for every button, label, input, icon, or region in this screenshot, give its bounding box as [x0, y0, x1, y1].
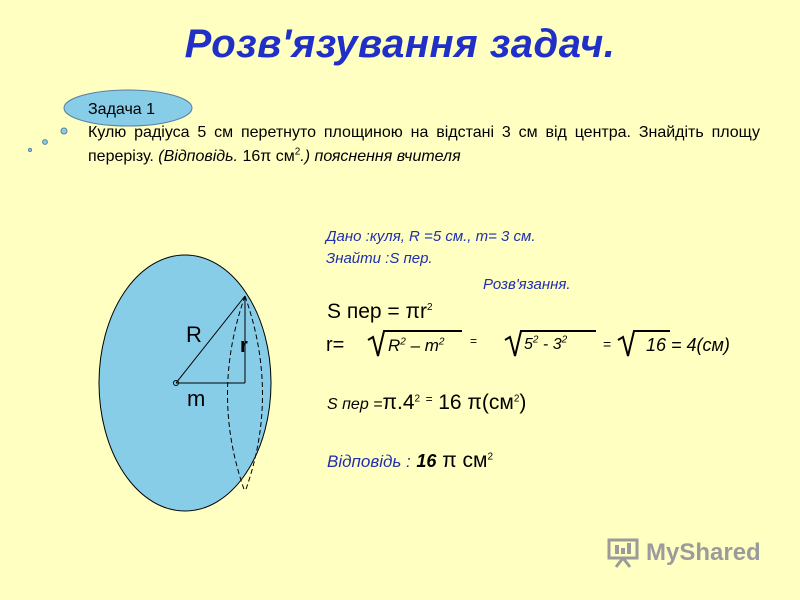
result-pi: π.4	[382, 391, 415, 414]
page-title: Розв'язування задач.	[184, 22, 616, 66]
sqrt1-exp1: 2	[400, 336, 406, 348]
label-R: R	[186, 322, 202, 347]
label-r: r	[240, 335, 248, 357]
find-line: Знайти :S пер.	[326, 250, 433, 267]
answer-exp: 2	[294, 146, 301, 158]
answer-number: 16	[416, 451, 437, 471]
answer-prefix: (Відповідь.	[158, 148, 238, 165]
final-answer	[327, 449, 493, 473]
result-value: 16 π(см	[438, 391, 514, 414]
formula-area-exp: 2	[427, 302, 433, 313]
answer-unit: π см	[436, 449, 488, 472]
sqrt2-exp2: 2	[561, 334, 568, 346]
given-line: Дано :куля, R =5 см., m= 3 см.	[326, 228, 536, 245]
task-label: Задача 1	[88, 101, 156, 118]
sqrt2-5: 5	[524, 336, 533, 353]
sqrt-1-content	[388, 336, 444, 356]
explanation-text: пояснення вчителя	[314, 148, 461, 165]
eq-1: =	[470, 334, 478, 348]
eq-2: =	[603, 336, 612, 352]
result-prefix: S пер =	[327, 396, 383, 413]
solution-heading: Розв'язання.	[483, 276, 571, 293]
sqrt-3-content: 16 = 4(см)	[646, 335, 730, 355]
formula-result	[327, 391, 526, 415]
label-m: m	[187, 386, 206, 411]
watermark	[606, 536, 761, 570]
result-value-exp: 2	[513, 393, 520, 405]
sqrt-2-content	[524, 336, 567, 354]
answer-value: 16π см	[242, 148, 295, 165]
answer-unit-exp: 2	[487, 451, 494, 463]
presentation-icon	[606, 537, 640, 569]
answer-suffix: .)	[300, 148, 311, 165]
r-equals: r=	[326, 334, 345, 356]
sqrt1-m: – m	[405, 336, 439, 355]
problem-statement: Кулю радіуса 5 см перетнуто площиною на відстані 3 см від центра. Знайдіть площу перерізу.	[88, 124, 760, 165]
sqrt2-exp1: 2	[532, 334, 539, 346]
formula-area-lhs: S пер = πr	[327, 300, 427, 323]
watermark-text: MyShared	[646, 539, 761, 566]
result-eq: =	[425, 392, 433, 406]
sqrt1-R: R	[388, 336, 401, 355]
answer-label: Відповідь :	[327, 452, 411, 471]
result-exp: 2	[414, 393, 421, 405]
sqrt1-exp2: 2	[438, 336, 445, 348]
sqrt2-3: - 3	[538, 336, 562, 353]
result-close: )	[519, 391, 527, 414]
